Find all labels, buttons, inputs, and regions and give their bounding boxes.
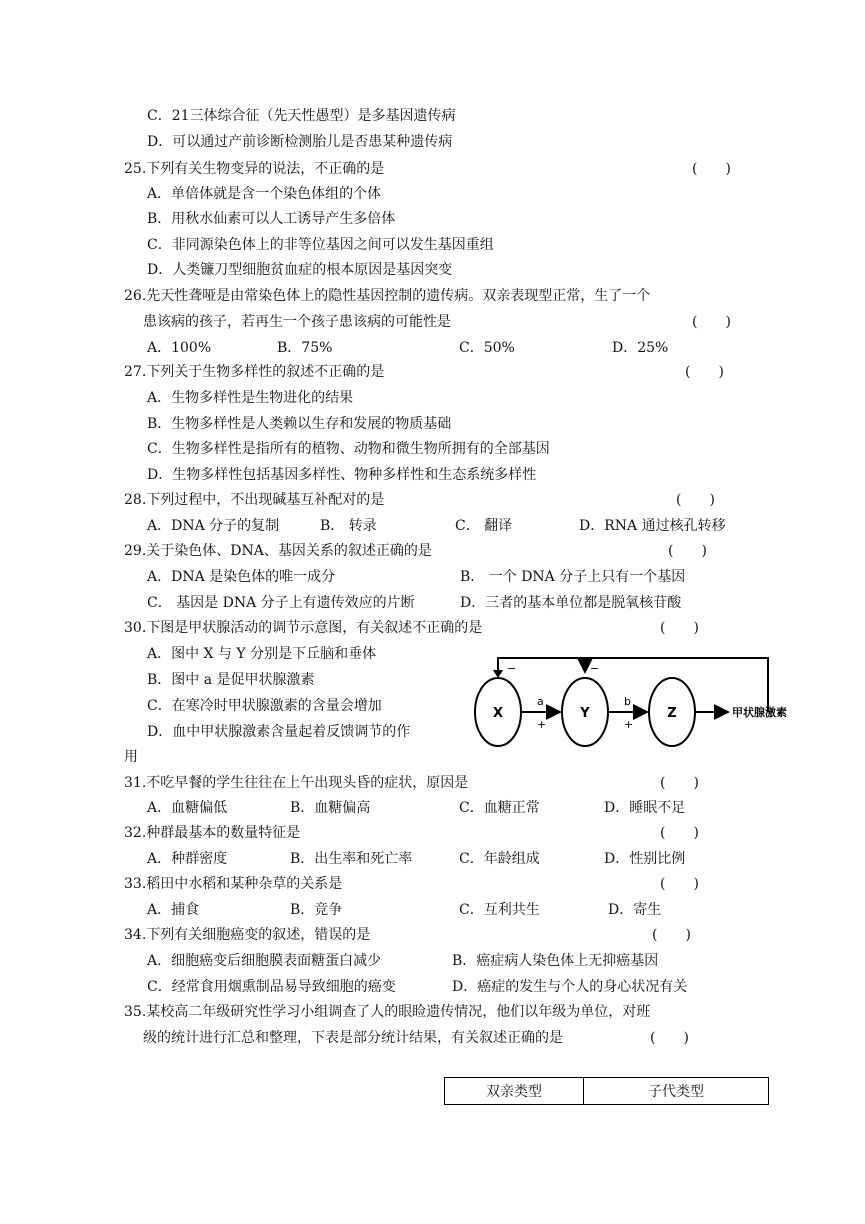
q26-option-c: C．50%: [459, 340, 515, 356]
q25-option-b: B．用秋水仙素可以人工诱导产生多倍体: [147, 211, 396, 227]
q32-option-d: D．性别比例: [604, 851, 686, 867]
minus-sign-y: −: [590, 662, 600, 675]
q28-option-c: C． 翻译: [455, 518, 513, 534]
q25-option-d: D．人类镰刀型细胞贫血症的根本原因是基因突变: [147, 262, 453, 278]
node-z-label: Z: [667, 706, 677, 721]
q27-option-d: D．生物多样性包括基因多样性、物种多样性和生态系统多样性: [147, 467, 537, 483]
q29-option-b: B． 一个 DNA 分子上只有一个基因: [460, 569, 686, 585]
q30-option-d: D．血中甲状腺激素含量起着反馈调节的作: [147, 724, 411, 740]
answer-paren-26: ( ): [692, 314, 731, 330]
q33-option-c: C．互利共生: [459, 902, 540, 918]
q27-option-c: C．生物多样性是指所有的植物、动物和微生物所拥有的全部基因: [147, 441, 550, 457]
q25-option-a: A．单倍体就是含一个染色体组的个体: [147, 186, 382, 202]
question-27: 27.下列关于生物多样性的叙述不正确的是: [124, 364, 385, 380]
q27-option-b: B．生物多样性是人类赖以生存和发展的物质基础: [147, 416, 452, 432]
thyroid-regulation-diagram: [470, 650, 800, 760]
question-35-cont: 级的统计进行汇总和整理，下表是部分统计结果，有关叙述正确的是: [143, 1030, 563, 1046]
answer-paren-29: ( ): [668, 543, 707, 559]
q28-option-a: A．DNA 分子的复制: [147, 518, 280, 534]
q29-option-a: A．DNA 是染色体的唯一成分: [147, 569, 336, 585]
q33-option-a: A．捕食: [147, 902, 200, 918]
question-32: 32.种群最基本的数量特征是: [124, 825, 301, 841]
answer-paren-31: ( ): [660, 775, 699, 791]
question-34: 34.下列有关细胞癌变的叙述，错误的是: [124, 927, 371, 943]
answer-paren-25: ( ): [692, 161, 731, 177]
q34-option-d: D．癌症的发生与个人的身心状况有关: [452, 979, 688, 995]
node-x-label: X: [492, 706, 504, 721]
answer-paren-27: ( ): [685, 364, 724, 380]
question-29: 29.关于染色体、DNA、基因关系的叙述正确的是: [124, 543, 432, 559]
inheritance-table: [444, 1077, 769, 1105]
plus-sign-yz: +: [624, 718, 634, 731]
node-y-label: Y: [580, 706, 590, 721]
q34-option-c: C．经常食用烟熏制品易导致细胞的癌变: [147, 979, 396, 995]
q31-option-a: A．血糖偏低: [147, 800, 228, 816]
minus-sign-x: −: [507, 662, 517, 675]
question-26: 26.先天性聋哑是由常染色体上的隐性基因控制的遗传病。双亲表现型正常，生了一个: [124, 288, 651, 304]
label-b: b: [624, 695, 631, 708]
table-header-parents: 双亲类型: [445, 1078, 584, 1105]
q24-option-c: C．21三体综合征（先天性愚型）是多基因遗传病: [147, 108, 456, 124]
question-25: 25.下列有关生物变异的说法，不正确的是: [124, 161, 385, 177]
q29-option-d: D．三者的基本单位都是脱氧核苷酸: [460, 595, 682, 611]
q26-option-d: D．25%: [612, 340, 669, 356]
label-a: a: [537, 695, 544, 708]
answer-paren-34: ( ): [652, 927, 691, 943]
q32-option-c: C．年龄组成: [459, 851, 540, 867]
table-header-row: [445, 1078, 769, 1105]
question-28: 28.下列过程中，不出现碱基互补配对的是: [124, 492, 385, 508]
answer-paren-32: ( ): [660, 825, 699, 841]
question-31: 31.不吃早餐的学生往往在上午出现头昏的症状，原因是: [124, 775, 469, 791]
q32-option-b: B．出生率和死亡率: [290, 851, 413, 867]
q34-option-a: A．细胞癌变后细胞膜表面糖蛋白减少: [147, 953, 382, 969]
question-33: 33.稻田中水稻和某种杂草的关系是: [124, 876, 343, 892]
q30-option-c: C．在寒冷时甲状腺激素的含量会增加: [147, 698, 382, 714]
answer-paren-30: ( ): [660, 620, 699, 636]
q31-option-c: C．血糖正常: [459, 800, 540, 816]
output-hormone-label: 甲状腺激素: [732, 706, 787, 719]
q25-option-c: C．非同源染色体上的非等位基因之间可以发生基因重组: [147, 237, 494, 253]
answer-paren-33: ( ): [660, 876, 699, 892]
q30-option-d-cont: 用: [124, 749, 138, 765]
question-26-cont: 患该病的孩子，若再生一个孩子患该病的可能性是: [143, 314, 451, 330]
q33-option-d: D．寄生: [608, 902, 662, 918]
q27-option-a: A．生物多样性是生物进化的结果: [147, 390, 354, 406]
q28-option-b: B． 转录: [320, 518, 377, 534]
question-35: 35.某校高二年级研究性学习小组调查了人的眼睑遗传情况，他们以年级为单位，对班: [124, 1004, 651, 1020]
q26-option-b: B．75%: [277, 340, 333, 356]
answer-paren-28: ( ): [676, 492, 715, 508]
q30-option-b: B．图中 a 是促甲状腺激素: [147, 672, 315, 688]
q24-option-d: D．可以通过产前诊断检测胎儿是否患某种遗传病: [147, 134, 453, 150]
q32-option-a: A．种群密度: [147, 851, 228, 867]
q31-option-d: D．睡眠不足: [604, 800, 686, 816]
q29-option-c: C． 基因是 DNA 分子上有遗传效应的片断: [147, 595, 415, 611]
q26-option-a: A．100%: [147, 340, 212, 356]
plus-sign-xy: +: [537, 718, 547, 731]
table-header-offspring: 子代类型: [584, 1078, 769, 1105]
q30-option-a: A．图中 X 与 Y 分别是下丘脑和垂体: [147, 646, 377, 662]
q28-option-d: D．RNA 通过核孔转移: [579, 518, 726, 534]
q33-option-b: B．竞争: [290, 902, 343, 918]
q34-option-b: B．癌症病人染色体上无抑癌基因: [452, 953, 659, 969]
question-30: 30.下图是甲状腺活动的调节示意图，有关叙述不正确的是: [124, 620, 483, 636]
q31-option-b: B．血糖偏高: [290, 800, 371, 816]
answer-paren-35: ( ): [650, 1030, 689, 1046]
